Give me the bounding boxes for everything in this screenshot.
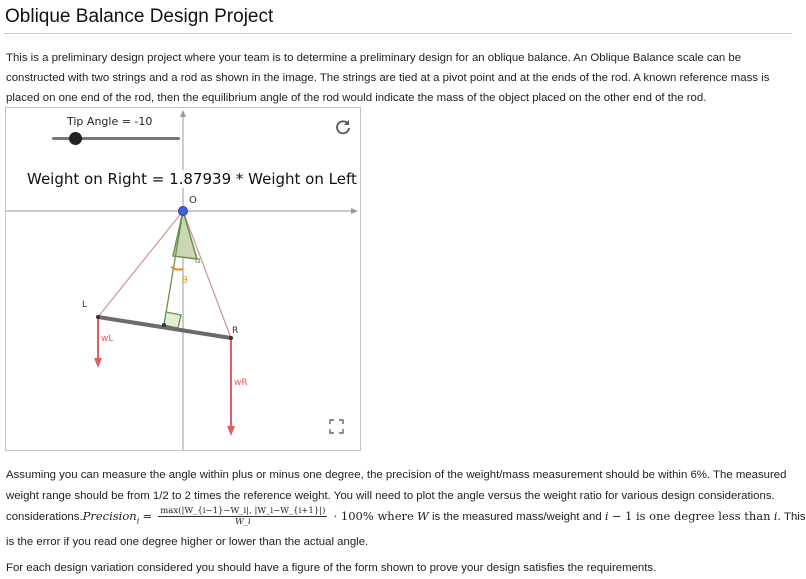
left-end-point[interactable] — [96, 315, 100, 319]
right-end-point[interactable] — [229, 336, 233, 340]
alpha-label: α — [195, 256, 201, 266]
eq-tail: This — [784, 511, 806, 523]
right-string — [183, 211, 231, 338]
weight-equation: Weight on Right = 1.87939 * Weight on Left — [27, 170, 357, 188]
pivot-point[interactable] — [179, 207, 188, 216]
right-weight-arrowhead — [227, 426, 235, 436]
precision-fraction — [158, 506, 327, 527]
left-label: L — [82, 300, 88, 310]
tip-angle-slider-knob[interactable] — [69, 132, 82, 145]
i-symbol-2: i. — [773, 509, 782, 523]
x-axis-arrow — [351, 208, 358, 214]
requirements-end: is the error if you read one degree higher or lower than the actual angle. — [6, 535, 369, 548]
weight-right-label: wR — [234, 378, 248, 388]
y-axis-arrow — [180, 110, 186, 117]
theta-label: θ — [182, 276, 188, 286]
requirements-section — [6, 465, 806, 579]
w-symbol: W — [416, 509, 429, 523]
left-string — [98, 211, 183, 317]
pivot-label: O — [189, 195, 197, 206]
balance-diagram — [6, 108, 360, 450]
right-label: R — [232, 326, 239, 336]
rod-center-point — [162, 323, 166, 327]
precision-equation — [6, 506, 806, 528]
precision-symbol: Precision — [82, 509, 137, 523]
tip-angle-slider-label: Tip Angle = -10 — [67, 115, 153, 128]
requirements-paragraph — [6, 465, 806, 552]
right-angle-marker — [164, 312, 181, 328]
weight-left-label: wL — [101, 334, 114, 344]
considerations-word: considerations. — [6, 511, 83, 523]
eq-mid2: − 1 is one degree less than — [611, 509, 771, 523]
fraction-numerator: max(|W_{i−1}−W_i|, |W_i−W_{i+1}|) — [160, 506, 326, 517]
precision-subscript: i — [136, 516, 140, 526]
i-symbol: i — [604, 509, 609, 523]
fraction-denominator: W_i — [234, 517, 251, 528]
fullscreen-icon[interactable] — [329, 419, 344, 434]
intro-paragraph: This is a preliminary design project where your team is to determine a preliminary design for an oblique balance. An Oblique Balance scale can be constructed with two strings and a rod as shown in the image. The strings are tied at a pivot point and at the ends of the rod. A known reference mass is placed on one end of the rod, then the equilibrium angle of the rod would indicate the mass of the object placed on the other end of the rod. — [6, 52, 770, 104]
refresh-icon[interactable] — [334, 118, 352, 136]
title-divider — [4, 33, 792, 34]
eq-mid: is the measured mass/weight and — [431, 511, 602, 523]
eq-after: · 100% where — [333, 509, 414, 523]
page-title: Oblique Balance Design Project — [5, 6, 274, 27]
figure-requirement-paragraph: For each design variation considered you should have a figure of the form shown to prove your design satisfies the requirements. — [6, 562, 657, 575]
geogebra-applet[interactable] — [5, 107, 361, 451]
equals-sign: = — [142, 509, 153, 523]
requirements-text: Assuming you can measure the angle within plus or minus one degree, the precision of the weight/mass measurement should be within 6%. The measured weight range should be from 1/2 to 2 times the reference weight. You will need to plot the angle versus the weight ratio for various design considerations. — [6, 469, 787, 502]
left-weight-arrowhead — [94, 358, 102, 368]
